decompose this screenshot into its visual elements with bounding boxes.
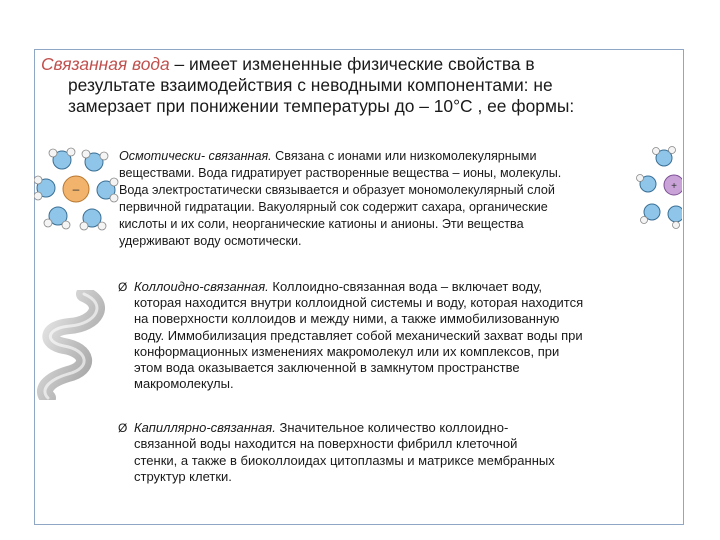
capillary-section [118,420,678,486]
anion-sign: – [72,182,80,196]
cation-sign: + [671,181,677,192]
water-molecule [668,206,682,229]
capillary-term: Капиллярно-связанная. [134,420,276,435]
colloidal-line-1: Коллоидно-связанная вода – включает воду, [268,279,543,294]
colloidal-term: Коллоидно-связанная. [134,279,269,294]
water-molecule [34,176,55,200]
water-molecule [97,178,118,202]
capillary-line-4: структур клетки. [134,469,232,485]
heading-line-3: замерзает при понижении температуры до – 10°С , ее формы: [68,96,575,116]
water-molecule [80,209,106,230]
colloidal-line-6: этом вода оказывается заключенной в замкнутом пространстве [134,360,520,376]
cation-hydration-illustration [636,146,682,231]
water-molecule [49,148,75,169]
heading-term: Связанная вода [41,54,170,74]
colloidal-section [118,279,678,392]
colloidal-line-3: на поверхности коллоидов и между ними, а также иммобилизованную [134,311,560,327]
colloidal-line-7: макромолекулы. [134,376,234,392]
osmotic-line-3: Вода электростатически связывается и образует мономолекулярный слой [119,183,555,197]
macromolecule-helix-illustration [26,290,110,400]
water-molecule [653,147,676,167]
capillary-line-3: стенки, а также в биоколлоидах цитоплазмы и матриксе мембранных [134,452,555,468]
osmotic-line-5: кислоты и их соли, неорганические катионы и анионы. Эти вещества [119,217,524,231]
osmotic-term: Осмотически- связанная. [119,149,272,163]
colloidal-line-2: которая находится внутри коллоидной системы и воду, которая находится [134,295,584,311]
anion-hydration-illustration [34,146,119,231]
water-molecule [82,150,108,171]
arrow-bullet-icon: Ø [118,421,128,435]
osmotic-line-6: удерживают воду осмотически. [119,234,302,248]
osmotic-section [119,148,639,250]
osmotic-line-4: первичной гидратации. Вакуолярный сок содержит сахара, органические [119,200,548,214]
slide-heading [41,54,677,117]
capillary-line-1: Значительное количество коллоидно- [275,420,509,435]
heading-line-2: результате взаимодействия с неводными компонентами: не [68,75,553,95]
colloidal-line-5: конформационных изменениях макромолекул или их комплексов, при [134,343,560,359]
colloidal-line-4: воду. Иммобилизация представляет собой механический захват воды при [134,327,583,343]
capillary-line-2: связанной воды находится на поверхности фибрилл клеточной [134,436,518,452]
heading-line-1: – имеет измененные физические свойства в [169,54,535,74]
arrow-bullet-icon: Ø [118,280,128,294]
osmotic-line-2: веществами. Вода гидратирует растворенные вещества – ионы, молекулы. [119,166,562,180]
osmotic-line-1: Связана с ионами или низкомолекулярными [271,149,537,163]
water-molecule [44,207,70,229]
